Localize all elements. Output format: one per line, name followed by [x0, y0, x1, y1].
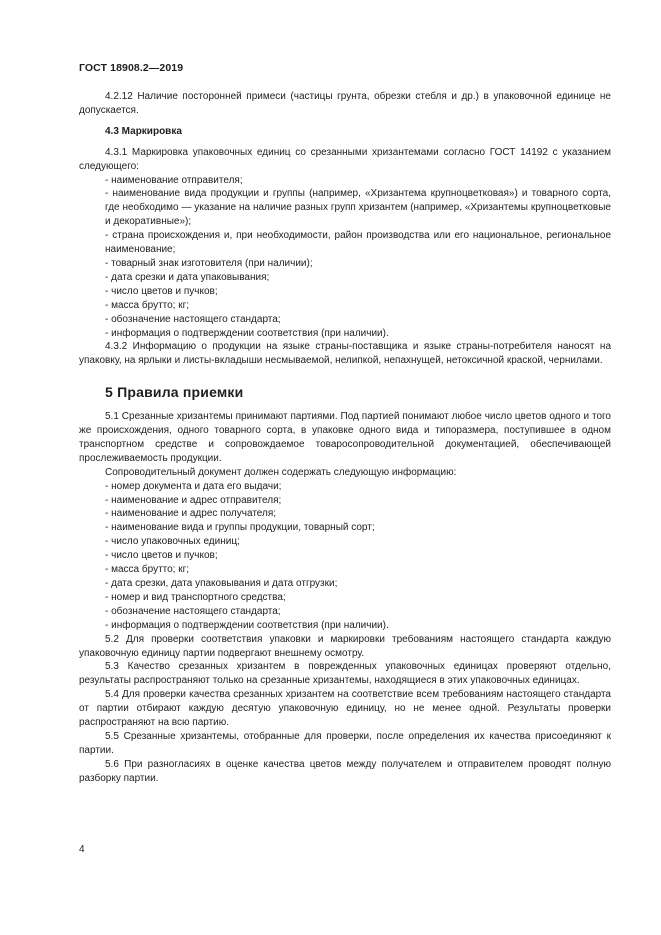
- paragraph-4-2-12: 4.2.12 Наличие посторонней примеси (частицы грунта, обрезки стебля и др.) в упаковочной единице не допускается.: [79, 91, 611, 116]
- paragraph-5-5: 5.5 Срезанные хризантемы, отобранные для проверки, после определения их качества присоединяют к партии.: [79, 730, 611, 756]
- list-item: - обозначение настоящего стандарта;: [79, 605, 611, 619]
- document-code: ГОСТ 18908.2—2019: [79, 62, 184, 74]
- paragraph-accompanying-document: Сопроводительный документ должен содержать следующую информацию:: [105, 466, 457, 478]
- page-body: [79, 90, 611, 786]
- list-item: - наименование вида и группы продукции, товарный сорт;: [79, 521, 611, 535]
- list-item: - число цветов и пучков;: [79, 549, 611, 563]
- list-item: - число цветов и пучков;: [79, 285, 611, 299]
- list-item: - наименование отправителя;: [79, 174, 611, 188]
- paragraph-5-2: 5.2 Для проверки соответствия упаковки и маркировки требованиям настоящего стандарта каждую упаковочную единицу партии подвергают внешнему осмотру.: [79, 633, 611, 659]
- list-item: - страна происхождения и, при необходимости, район производства или его национальное, региональное наименование;: [79, 229, 611, 257]
- list-item: - дата срезки и дата упаковывания;: [79, 271, 611, 285]
- page-number: 4: [79, 844, 85, 855]
- paragraph-4-3-2: 4.3.2 Информацию о продукции на языке страны-поставщика и языке страны-потребителя наносят на упаковку, на ярлыки и листы-вкладыши несмываемой, нелипкой, непахнущей, нетоксичной краской, чернилами.: [79, 341, 611, 367]
- list-item: - масса брутто; кг;: [79, 563, 611, 577]
- list-item: - товарный знак изготовителя (при наличии);: [79, 257, 611, 271]
- paragraph-5-3: 5.3 Качество срезанных хризантем в поврежденных упаковочных единицах проверяют отдельно, результаты распространяют только на срезанные хризантемы, находящиеся в этих упаковочных единицах.: [79, 661, 611, 687]
- paragraph-4-3-1: 4.3.1 Маркировка упаковочных единиц со срезанными хризантемами согласно ГОСТ 14192 с указанием следующего:: [79, 146, 611, 172]
- section-heading-4-3: 4.3 Маркировка: [105, 125, 182, 137]
- list-item: - наименование и адрес отправителя;: [79, 494, 611, 508]
- list-item: - информация о подтверждении соответствия (при наличии).: [79, 327, 611, 341]
- list-item: - дата срезки, дата упаковывания и дата отгрузки;: [79, 577, 611, 591]
- list-item: - наименование вида продукции и группы (например, «Хризантема крупноцветковая») и товарного сорта, где необходимо — указание на наличие разных групп хризантем (например, «Хризантемы крупноцветковые и декоративные»);: [79, 187, 611, 229]
- list-item: - номер и вид транспортного средства;: [79, 591, 611, 605]
- section-heading-5: 5 Правила приемки: [105, 384, 244, 401]
- list-item: - масса брутто; кг;: [79, 299, 611, 313]
- list-item: - наименование и адрес получателя;: [79, 507, 611, 521]
- list-item: - информация о подтверждении соответствия (при наличии).: [79, 619, 611, 633]
- marking-list: [79, 174, 611, 341]
- list-item: - обозначение настоящего стандарта;: [79, 313, 611, 327]
- document-info-list: [79, 480, 611, 633]
- list-item: - номер документа и дата его выдачи;: [79, 480, 611, 494]
- list-item: - число упаковочных единиц;: [79, 535, 611, 549]
- paragraph-5-6: 5.6 При разногласиях в оценке качества цветов между получателем и отправителем проводят полную разборку партии.: [79, 758, 611, 784]
- paragraph-5-1: 5.1 Срезанные хризантемы принимают партиями. Под партией понимают любое число цветов одного и того же происхождения, одного товарного сорта, в упаковке одного вида и типоразмера, поступившее в одном транспортном средстве и сопровождаемое товаросопроводительной документацией, обеспечивающей прослеживаемость продукции.: [79, 411, 611, 464]
- paragraph-5-4: 5.4 Для проверки качества срезанных хризантем на соответствие всем требованиям настоящего стандарта от партии отбирают каждую десятую упаковочную единицу, но не менее одной. Результаты проверки распространяют на всю партию.: [79, 689, 611, 729]
